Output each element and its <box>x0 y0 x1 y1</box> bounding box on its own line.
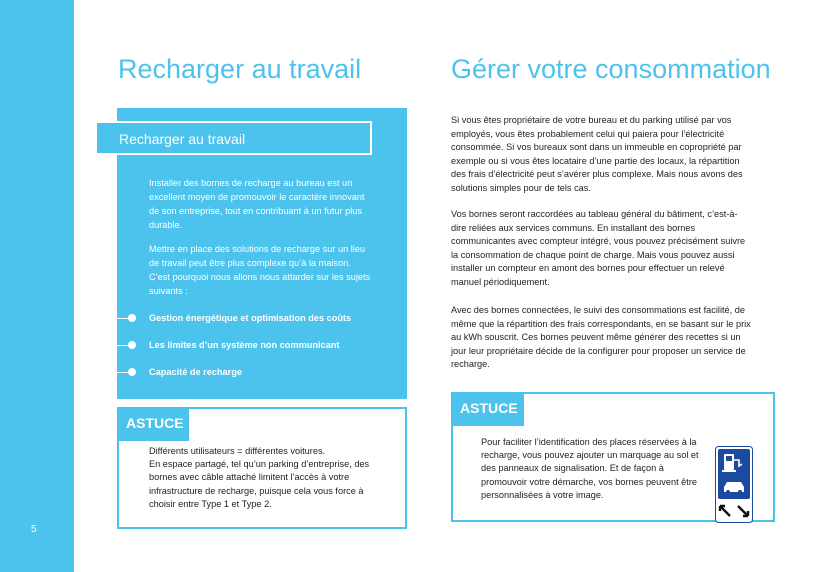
ev-charging-sign-icon <box>715 446 753 523</box>
bullet-dot <box>128 368 136 376</box>
body-paragraph-1: Si vous êtes propriétaire de votre bureau et du parking utilisé par vos employés, vous êtes probablement celui qui paiera pour l’électricité consommée. Si vos bureaux sont dans un immeuble en copropriété par exemple ou si vous êtes locataire d’une partie des locaux, la répartition des frais d’électricité peut s’avérer plus complexe. Mais nous avons des solutions simples pour de tels cas. <box>451 115 743 193</box>
page-number: 5 <box>31 524 37 535</box>
left-page-title: Recharger au travail <box>118 54 362 84</box>
body-paragraph-2: Vos bornes seront raccordées au tableau général du bâtiment, c’est-à-dire reliées aux services communs. En installant des bornes communicantes avec compteur intégré, vous pouvez précisément suivre la consommation de chaque point de charge. Mais vous pouvez aussi installer un compteur en amont des bornes pour effectuer un relevé manuel périodiquement. <box>451 209 746 287</box>
panel-heading: Recharger au travail <box>95 121 372 155</box>
tip-text <box>149 445 389 511</box>
tip-label: ASTUCE <box>451 392 524 426</box>
body-paragraph-3: Avec des bornes connectées, le suivi des consommations est facilité, de même que la répartition des frais correspondants, en se basant sur le prix au kWh souscrit. Ces bornes peuvent même générer des recettes si un jour leur propriétaire décide de la configurer pour proposer un service de recharge. <box>451 305 751 370</box>
sidebar-band <box>0 0 74 572</box>
tip-line-2: En espace partagé, tel qu’un parking d’entreprise, des bornes avec câble attaché limitent l’accès à votre infrastructure de recharge, puisque cela vous force à choisir entre Type 1 et Type 2. <box>149 459 370 509</box>
intro-paragraph-2: Mettre en place des solutions de recharge sur un lieu de travail peut être plus complexe qu’à la maison. C’est pourquoi nous allons nous attarder sur les sujets suivants : <box>149 244 371 296</box>
tip-label: ASTUCE <box>117 407 189 441</box>
tip-line-1: Différents utilisateurs = différentes voitures. <box>149 446 326 456</box>
tip-text: Pour faciliter l’identification des places réservées à la recharge, vous pouvez ajouter un marquage au sol et des panneaux de signalisation. Et de façon à promouvoir votre démarche, vos bornes peuvent être personnalisées à votre image. <box>481 437 699 500</box>
bullet-item: Capacité de recharge <box>149 367 242 377</box>
bullet-dot <box>128 314 136 322</box>
right-page-title: Gérer votre consommation <box>451 54 771 84</box>
bullet-dot <box>128 341 136 349</box>
bullet-item: Gestion énergétique et optimisation des coûts <box>149 313 352 323</box>
intro-paragraph-1: Installer des bornes de recharge au bureau est un excellent moyen de promouvoir le caractère innovant de son entreprise, tout en contribuant à un futur plus durable. <box>149 178 365 230</box>
tip-box-left <box>117 407 407 529</box>
bullet-item: Les limites d’un système non communicant <box>149 340 340 350</box>
